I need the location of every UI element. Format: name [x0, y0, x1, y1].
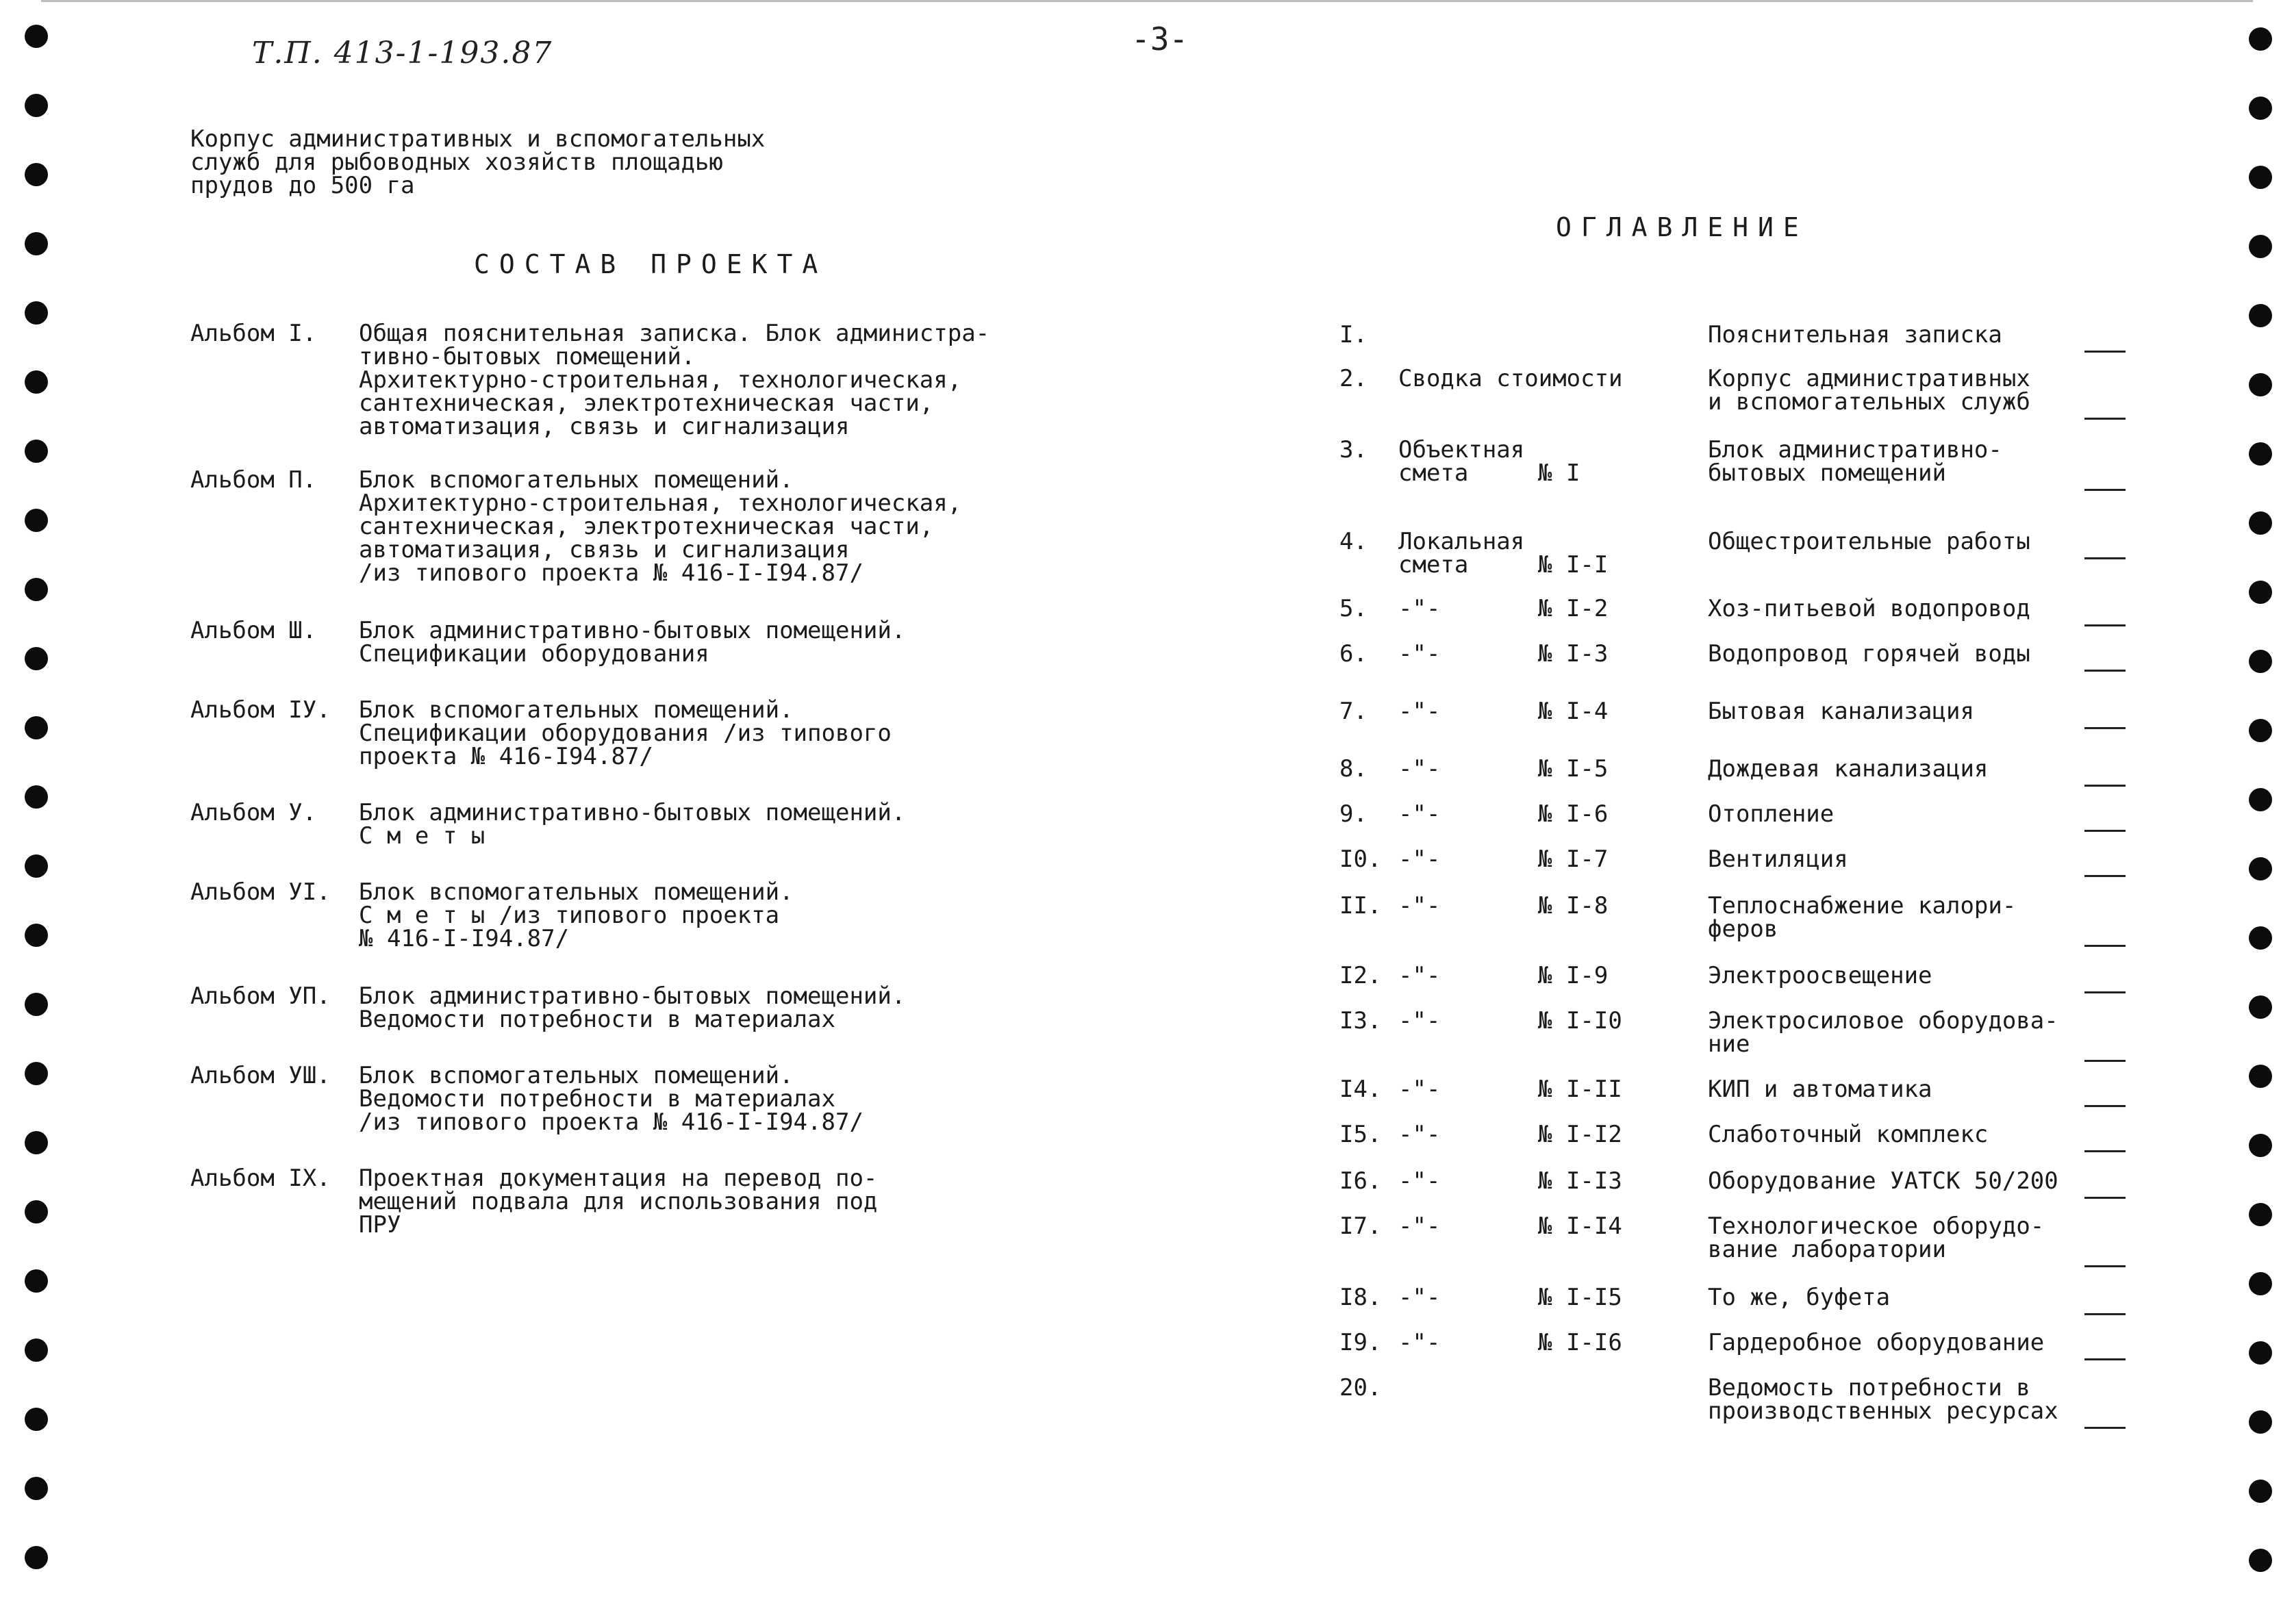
perforation-hole: [25, 301, 48, 325]
perforation-hole: [2249, 1549, 2272, 1572]
toc-entry-title-line: Дождевая канализация: [1708, 755, 1989, 783]
album-label: Альбом П.: [190, 466, 317, 494]
toc-page-placeholder: [2084, 557, 2126, 559]
album-description-line: сантехническая, электротехническая части,: [359, 390, 934, 417]
perforation-hole: [2249, 235, 2272, 258]
toc-entry-number: I2.: [1339, 962, 1382, 989]
toc-entry-kind-line: -"-: [1398, 846, 1441, 873]
toc-entry-code: № I-5: [1538, 755, 1609, 783]
toc-entry-title: [1708, 597, 2030, 620]
toc-entry-code: № I-I3: [1538, 1167, 1622, 1195]
toc-entry-title-line: Пояснительная записка: [1708, 321, 2002, 348]
perforation-hole: [25, 1408, 48, 1431]
perforation-hole: [2249, 304, 2272, 327]
album-description-line: Блок вспомогательных помещений.: [359, 696, 794, 724]
perforation-hole: [2249, 719, 2272, 742]
toc-page-placeholder: [2084, 785, 2126, 787]
toc-entry-kind-line: -"-: [1398, 1076, 1441, 1103]
toc-entry-kind: [1398, 528, 1525, 579]
perforation-hole: [2249, 650, 2272, 673]
album-description-line: Блок административно-бытовых помещений.: [359, 982, 906, 1010]
perforation-hole: [25, 716, 48, 739]
toc-entry-title: [1708, 757, 1988, 781]
toc-entry-kind-line: -"-: [1398, 1213, 1441, 1240]
perforation-hole: [25, 94, 48, 117]
subject-line: Корпус административных и вспомогательных: [190, 125, 766, 153]
toc-entry-title: [1708, 894, 2016, 941]
toc-entry-code: № I-I0: [1538, 1007, 1622, 1035]
album-description-line: Проектная документация на перевод по-: [359, 1165, 878, 1192]
toc-entry-title-line: Хоз-питьевой водопровод: [1708, 595, 2030, 622]
toc-entry-number: 9.: [1339, 800, 1367, 828]
perforation-hole: [2249, 857, 2272, 880]
perforation-hole: [25, 370, 48, 394]
album-description-line: С м е т ы: [359, 822, 486, 850]
toc-entry-title-line: Корпус административных: [1708, 365, 2030, 392]
toc-entry-kind-line: смета: [1398, 459, 1469, 487]
toc-entry-title: [1708, 1123, 1988, 1146]
toc-entry-kind-line: -"-: [1398, 1329, 1441, 1356]
album-description-line: автоматизация, связь и сигнализация: [359, 536, 850, 563]
toc-entry-title-line: Вентиляция: [1708, 846, 1848, 873]
toc-entry-number: 3.: [1339, 436, 1367, 464]
toc-entry-title-line: бытовых помещений: [1708, 459, 1946, 487]
album-description: [359, 880, 794, 950]
perforation-hole: [25, 785, 48, 809]
toc-entry-title-line: производственных ресурсах: [1708, 1397, 2058, 1425]
toc-entry-title: [1708, 438, 2002, 485]
toc-page-placeholder: [2084, 1060, 2126, 1062]
album-label: Альбом IУ.: [190, 696, 331, 724]
toc-entry-title-line: КИП и автоматика: [1708, 1076, 1932, 1103]
toc-entry-number: 6.: [1339, 640, 1367, 668]
toc-entry-kind: [1398, 700, 1440, 723]
toc-entry-number: I0.: [1339, 846, 1382, 873]
album-description-line: Спецификации оборудования /из типового: [359, 720, 892, 747]
album-description: [359, 322, 990, 438]
toc-entry-kind: [1398, 640, 1441, 668]
toc-entry-kind-line: -"-: [1398, 1121, 1441, 1148]
perforation-hole: [2249, 442, 2272, 466]
toc-entry-kind-line: -"-: [1398, 1167, 1441, 1195]
composition-heading: СОСТАВ ПРОЕКТА: [474, 249, 828, 279]
album-label: Альбом Ш.: [190, 617, 317, 644]
perforation-hole: [2249, 1203, 2272, 1226]
toc-page-placeholder: [2084, 727, 2126, 729]
toc-entry-title: [1708, 323, 2002, 346]
toc-entry-code: № I-I2: [1538, 1121, 1622, 1148]
toc-entry-kind-line: -"-: [1398, 800, 1441, 828]
perforation-hole: [2249, 373, 2272, 396]
perforation-hole: [2249, 1410, 2272, 1434]
toc-entry-title-line: Теплоснабжение калори-: [1708, 892, 2017, 919]
perforation-hole: [2249, 511, 2272, 535]
toc-page-placeholder: [2084, 830, 2126, 832]
toc-entry-code: № I-3: [1538, 640, 1609, 668]
perforation-hole: [25, 1200, 48, 1223]
perforation-hole: [2249, 788, 2272, 811]
toc-page-placeholder: [2084, 875, 2126, 877]
toc-entry-title: [1708, 1169, 2058, 1193]
toc-page-placeholder: [2084, 418, 2126, 420]
album-description-line: /из типового проекта № 416-I-I94.87/: [359, 559, 864, 587]
toc-entry-number: I7.: [1339, 1213, 1382, 1240]
toc-entry-kind: [1398, 894, 1440, 917]
toc-entry-title-line: Гардеробное оборудование: [1708, 1329, 2045, 1356]
toc-entry-code: № I-2: [1538, 595, 1609, 622]
album-description-line: Архитектурно-строительная, технологическая,: [359, 366, 962, 394]
toc-entry-code: № I-6: [1538, 800, 1609, 828]
toc-entry-code: № I: [1538, 459, 1580, 487]
toc-page-placeholder: [2084, 489, 2126, 491]
toc-entry-title: [1708, 530, 2030, 553]
toc-entry-title: [1708, 848, 1848, 871]
toc-entry-code: № I-I4: [1538, 1213, 1622, 1240]
toc-entry-title: [1708, 1215, 2044, 1261]
album-description-line: Блок вспомогательных помещений.: [359, 1062, 794, 1089]
toc-entry-number: 20.: [1339, 1374, 1382, 1401]
toc-entry-code: № I-I6: [1538, 1329, 1622, 1356]
toc-entry-title-line: феров: [1708, 915, 1778, 943]
toc-entry-kind: [1398, 438, 1524, 485]
album-description-line: мещений подвала для использования под: [359, 1188, 878, 1215]
toc-heading: ОГЛАВЛЕНИЕ: [1556, 212, 1808, 242]
toc-entry-title-line: Водопровод горячей воды: [1708, 640, 2030, 668]
toc-page-placeholder: [2084, 670, 2126, 672]
album-label: Альбом У.: [190, 799, 317, 826]
perforation-hole: [2249, 1341, 2272, 1365]
perforation-hole: [2249, 1134, 2272, 1157]
perforation-hole: [2249, 581, 2272, 604]
perforation-hole: [25, 993, 48, 1016]
toc-entry-kind-line: Сводка стоимости: [1398, 365, 1623, 392]
album-description-line: автоматизация, связь и сигнализация: [359, 413, 850, 440]
toc-entry-number: 5.: [1339, 595, 1367, 622]
toc-entry-title: [1708, 1009, 2058, 1056]
toc-entry-kind: [1398, 1123, 1440, 1146]
toc-entry-title: [1708, 964, 1932, 987]
album-label: Альбом УП.: [190, 982, 331, 1010]
album-description-line: Ведомости потребности в материалах: [359, 1006, 835, 1033]
toc-entry-number: I8.: [1339, 1284, 1382, 1311]
toc-entry-kind-line: -"-: [1398, 698, 1441, 725]
perforation-hole: [25, 1477, 48, 1500]
toc-entry-number: I9.: [1339, 1329, 1382, 1356]
toc-page-placeholder: [2084, 1427, 2126, 1429]
toc-entry-title-line: и вспомогательных служб: [1708, 388, 2030, 416]
toc-entry-title: [1708, 1376, 2058, 1423]
toc-entry-title-line: То же, буфета: [1708, 1284, 1891, 1311]
album-description-line: /из типового проекта № 416-I-I94.87/: [359, 1108, 864, 1136]
toc-entry-title-line: Оборудование УАТСК 50/200: [1708, 1167, 2058, 1195]
perforation-hole: [2249, 995, 2272, 1019]
toc-entry-title: [1708, 640, 2030, 668]
toc-entry-kind-line: -"-: [1398, 892, 1441, 919]
toc-entry-kind: [1398, 1331, 1440, 1354]
toc-entry-title-line: Слаботочный комплекс: [1708, 1121, 1989, 1148]
album-description-line: ПРУ: [359, 1211, 401, 1239]
toc-entry-kind: [1398, 1078, 1440, 1101]
toc-entry-kind: [1398, 1215, 1440, 1238]
perforation-hole: [25, 25, 48, 48]
toc-entry-kind: [1398, 757, 1440, 781]
toc-page-placeholder: [2084, 351, 2126, 353]
toc-entry-title: [1708, 1331, 2044, 1354]
perforation-hole: [25, 1546, 48, 1569]
subject-line: служб для рыбоводных хозяйств площадью: [190, 149, 723, 176]
toc-entry-number: 4.: [1339, 528, 1367, 555]
toc-entry-kind: [1398, 367, 1623, 390]
toc-page-placeholder: [2084, 991, 2126, 993]
perforation-hole: [2249, 97, 2272, 120]
toc-entry-code: № I-I: [1538, 551, 1609, 579]
toc-entry-title-line: Общестроительные работы: [1708, 528, 2030, 555]
toc-entry-kind: [1398, 802, 1440, 826]
perforation-hole: [25, 854, 48, 878]
perforation-hole: [2249, 1065, 2272, 1088]
toc-entry-title: [1708, 1078, 1932, 1101]
toc-entry-kind-line: -"-: [1398, 962, 1441, 989]
toc-entry-number: I4.: [1339, 1076, 1382, 1103]
toc-page-placeholder: [2084, 1105, 2126, 1107]
toc-entry-kind-line: Локальная: [1398, 528, 1525, 555]
album-description-line: Ведомости потребности в материалах: [359, 1085, 835, 1113]
toc-page-placeholder: [2084, 1265, 2126, 1267]
toc-entry-title-line: Ведомость потребности в: [1708, 1374, 2030, 1401]
toc-entry-number: 2.: [1339, 365, 1367, 392]
toc-entry-title-line: Технологическое оборудо-: [1708, 1213, 2045, 1240]
toc-entry-title-line: ние: [1708, 1030, 1750, 1058]
perforation-hole: [2249, 926, 2272, 950]
toc-entry-kind-line: -"-: [1398, 640, 1441, 668]
toc-entry-kind-line: Объектная: [1398, 436, 1525, 464]
perforation-hole: [25, 1062, 48, 1085]
toc-entry-number: I3.: [1339, 1007, 1382, 1035]
toc-page-placeholder: [2084, 945, 2126, 947]
toc-entry-title: [1708, 700, 1974, 723]
toc-entry-title: [1708, 802, 1834, 826]
toc-entry-kind-line: -"-: [1398, 1284, 1441, 1311]
toc-entry-kind-line: -"-: [1398, 1007, 1441, 1035]
album-description-line: Блок вспомогательных помещений.: [359, 466, 794, 494]
toc-entry-kind-line: -"-: [1398, 595, 1441, 622]
toc-entry-kind-line: -"-: [1398, 755, 1441, 783]
album-label: Альбом УШ.: [190, 1062, 331, 1089]
album-description: [359, 468, 961, 585]
toc-entry-kind: [1398, 1007, 1441, 1035]
perforation-hole: [2249, 27, 2272, 51]
perforation-hole: [25, 578, 48, 601]
toc-entry-kind: [1398, 1286, 1440, 1309]
album-description: [359, 801, 905, 848]
perforation-hole: [25, 163, 48, 186]
toc-entry-code: № I-4: [1538, 698, 1609, 725]
album-label: Альбом IХ.: [190, 1165, 331, 1192]
album-description-line: Спецификации оборудования: [359, 640, 709, 668]
toc-entry-title-line: Отопление: [1708, 800, 1835, 828]
album-description-line: Общая пояснительная записка. Блок администра-: [359, 320, 990, 347]
toc-entry-number: I5.: [1339, 1121, 1382, 1148]
toc-page-placeholder: [2084, 1313, 2126, 1315]
toc-entry-number: I6.: [1339, 1167, 1382, 1195]
toc-entry-number: 8.: [1339, 755, 1367, 783]
toc-entry-number: 7.: [1339, 698, 1367, 725]
toc-entry-number: II.: [1339, 892, 1382, 919]
toc-entry-code: № I-II: [1538, 1076, 1622, 1103]
album-description-line: С м е т ы /из типового проекта: [359, 902, 780, 929]
album-description: [359, 1064, 864, 1134]
perforation-hole: [25, 232, 48, 255]
toc-entry-title: [1708, 367, 2030, 414]
album-description-line: № 416-I-I94.87/: [359, 925, 570, 952]
perforation-hole: [2249, 166, 2272, 189]
toc-entry-number: I.: [1339, 321, 1367, 348]
album-description-line: проекта № 416-I94.87/: [359, 743, 653, 770]
project-number-handwritten: Т.П. 413-1-193.87: [252, 36, 553, 71]
toc-entry-title-line: Блок административно-: [1708, 436, 2002, 464]
album-description: [359, 982, 906, 1033]
toc-entry-code: № I-I5: [1538, 1284, 1622, 1311]
album-label: Альбом I.: [190, 320, 317, 347]
toc-page-placeholder: [2084, 1150, 2126, 1152]
perforation-hole: [25, 509, 48, 532]
left-perforation: [25, 0, 52, 1624]
perforation-hole: [25, 440, 48, 463]
album-description-line: Блок административно-бытовых помещений.: [359, 799, 906, 826]
toc-entry-code: № I-7: [1538, 846, 1609, 873]
toc-entry-kind: [1398, 597, 1440, 620]
toc-entry-kind: [1398, 848, 1440, 871]
perforation-hole: [2249, 1272, 2272, 1295]
page-number: -3-: [1131, 21, 1189, 58]
perforation-hole: [2249, 1480, 2272, 1503]
perforation-hole: [25, 1269, 48, 1293]
toc-entry-title-line: Электросиловое оборудова-: [1708, 1007, 2058, 1035]
album-description: [359, 1165, 878, 1239]
album-description: [359, 698, 892, 768]
toc-entry-title-line: вание лаборатории: [1708, 1236, 1946, 1263]
perforation-hole: [25, 1131, 48, 1154]
album-description-line: сантехническая, электротехническая части,: [359, 513, 934, 540]
toc-entry-title-line: Бытовая канализация: [1708, 698, 1974, 725]
album-description-line: тивно-бытовых помещений.: [359, 343, 696, 370]
toc-page-placeholder: [2084, 1197, 2126, 1199]
toc-page-placeholder: [2084, 1358, 2126, 1360]
album-description: [359, 617, 906, 668]
toc-entry-code: № I-9: [1538, 962, 1609, 989]
perforation-hole: [25, 924, 48, 947]
perforation-hole: [25, 1338, 48, 1362]
right-perforation: [2249, 0, 2276, 1624]
toc-entry-code: № I-8: [1538, 892, 1609, 919]
perforation-hole: [25, 647, 48, 670]
toc-entry-title-line: Электроосвещение: [1708, 962, 1932, 989]
toc-page-placeholder: [2084, 624, 2126, 626]
toc-entry-kind: [1398, 1169, 1440, 1193]
album-label: Альбом УI.: [190, 878, 331, 906]
toc-entry-title: [1708, 1286, 1890, 1309]
toc-entry-kind-line: смета: [1398, 551, 1469, 579]
paper-top-edge: [41, 0, 2253, 2]
album-description-line: Архитектурно-строительная, технологическая,: [359, 490, 962, 517]
toc-entry-kind: [1398, 964, 1440, 987]
album-description-line: Блок вспомогательных помещений.: [359, 878, 794, 906]
album-description-line: Блок административно-бытовых помещений.: [359, 617, 906, 644]
subject-line: прудов до 500 га: [190, 172, 415, 199]
